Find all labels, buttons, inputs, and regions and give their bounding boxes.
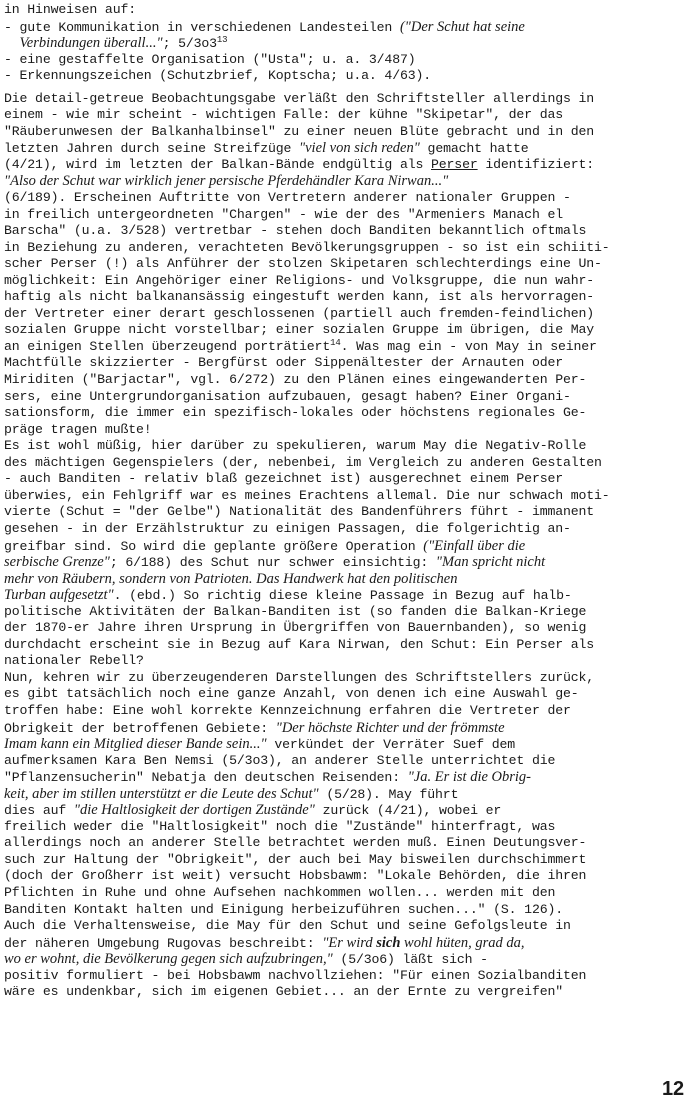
text-segment: Miriditen ("Barjactar", vgl. 6/272) zu den Plänen eines eingewanderten Per- [4, 372, 587, 388]
text-line [4, 488, 690, 505]
text-segment: letzten Jahren durch seine Streifzüge [4, 141, 300, 157]
text-line [4, 554, 690, 571]
text-line [4, 306, 690, 323]
quote-text: "Also der Schut war wirklich jener persische Pferdehändler Kara Nirwan..." [4, 173, 449, 190]
text-line [4, 355, 690, 372]
text-segment: (doch der Großherr ist weit) versucht Hobsbawm: "Lokale Behörden, die ihren [4, 868, 587, 884]
text-line [4, 587, 690, 604]
text-segment: des mächtigen Gegenspielers (der, nebenbei, im Vergleich zu anderen Gestalten [4, 454, 602, 470]
text-segment: (6/189). Erscheinen Auftritte von Vertretern anderer nationaler Gruppen - [4, 190, 571, 206]
text-line [4, 504, 690, 521]
quote-text: keit, aber im stillen unterstützt er die Leute des Schut" [4, 785, 319, 802]
quote-text: mehr von Räubern, sondern von Patrioten. Das Handwerk hat den politischen [4, 570, 458, 587]
quote-text: Verbindungen überall..." [19, 35, 163, 52]
text-segment: ; 5/3o3 [162, 36, 217, 52]
text-line [4, 753, 690, 770]
quote-text: "Man spricht nicht [435, 554, 546, 571]
text-line [4, 223, 690, 240]
text-line [4, 868, 690, 885]
text-segment: der näheren Umgebung Rugovas beschreibt: [4, 935, 323, 951]
text-segment: sers, eine Untergrundorganisation aufzubauen, gesagt haben? Einer Organi- [4, 388, 571, 404]
text-line [4, 835, 690, 852]
text-line [4, 140, 690, 157]
text-segment: der Vertreter einer derart geschlossenen (partiell auch fremden-feindlichen) [4, 305, 595, 321]
quote-text-bold: sich [376, 934, 401, 951]
text-segment: Obrigkeit der betroffenen Gebiete: [4, 720, 276, 736]
text-segment: nationaler Rebell? [4, 653, 144, 669]
text-line [4, 107, 690, 124]
text-segment: ; 6/188) des Schut nur schwer einsichtig: [109, 555, 436, 571]
text-segment: politische Aktivitäten der Balkan-Banditen ist (so fanden die Balkan-Kriege [4, 603, 587, 619]
text-line [4, 372, 690, 389]
text-line [4, 35, 690, 52]
text-segment: - auch Banditen - relativ blaß gezeichnet ist) ausgerechnet einem Perser [4, 471, 563, 487]
text-segment: vierte (Schut = "der Gelbe") Nationalität des Bandenführers führt - immanent [4, 504, 595, 520]
text-segment: in freilich untergeordneten "Chargen" - wie der des "Armeniers Manach el [4, 206, 563, 222]
text-line [4, 802, 690, 819]
quote-text: serbische Grenze" [4, 554, 110, 571]
text-segment: sationsform, die immer ein spezifisch-lokales oder höchstens regionales Ge- [4, 405, 587, 421]
text-segment: Es ist wohl müßig, hier darüber zu spekulieren, warum May die Negativ-Rolle [4, 438, 587, 454]
text-segment: troffen habe: Eine wohl korrekte Kennzeichnung erfahren die Vertreter der [4, 702, 571, 718]
text-line [4, 289, 690, 306]
text-segment: sozialen Gruppe nicht vorstellbar; einer sozialen Gruppe im übrigen, die May [4, 322, 595, 338]
text-segment: Nun, kehren wir zu überzeugenderen Darstellungen des Schriftstellers zurück, [4, 669, 595, 685]
quote-text: wo er wohnt, die Bevölkerung gegen sich aufzubringen," [4, 951, 333, 968]
text-line [4, 653, 690, 670]
text-line [4, 91, 690, 108]
text-line [4, 68, 690, 85]
text-segment: in Hinweisen auf: [4, 2, 136, 17]
quote-text: "Ja. Er ist die Obrig- [407, 769, 532, 786]
text-line [4, 273, 690, 290]
text-segment: es gibt tatsächlich noch eine ganze Anzahl, von denen ich eine Auswahl ge- [4, 686, 579, 702]
text-segment: "Räuberunwesen der Balkanhalbinsel" zu einer neuen Blüte gebracht und in den [4, 123, 595, 139]
text-line [4, 538, 690, 555]
text-line [4, 438, 690, 455]
quote-text: ("Einfall über die [423, 537, 526, 554]
text-line [4, 703, 690, 720]
text-line [4, 157, 690, 174]
text-line [4, 19, 690, 36]
text-segment: wäre es undenkbar, sich im eigenen Gebiet... an der Ernte zu vergreifen" [4, 984, 563, 1000]
text-line [4, 339, 690, 356]
text-line [4, 604, 690, 621]
text-segment: "Pflanzensucherin" Nebatja den deutschen Reisenden: [4, 770, 408, 786]
text-segment: allerdings noch an anderer Stelle betrachtet werden muß. Einen Deutungsver- [4, 835, 587, 851]
quote-text: "Der höchste Richter und der frömmste [275, 719, 505, 736]
footnote-marker: 13 [216, 35, 228, 46]
text-line [4, 124, 690, 141]
text-line [4, 471, 690, 488]
text-segment: dies auf [4, 803, 74, 819]
text-line [4, 405, 690, 422]
text-segment: such zur Haltung der "Obrigkeit", der auch bei May bisweilen durchschimmert [4, 851, 587, 867]
text-line [4, 819, 690, 836]
text-line [4, 207, 690, 224]
text-line [4, 968, 690, 985]
text-segment: Banditen Kontakt halten und Einigung herbeizuführen suchen..." (S. 126). [4, 901, 563, 917]
text-segment: freilich weder die "Haltlosigkeit" noch die "Zustände" hinterfragt, was [4, 818, 556, 834]
text-line [4, 736, 690, 753]
underlined-text: Perser [431, 156, 478, 172]
text-segment: haftig als nicht balkanansässig eingestuft werden kann, ist als hervorragen- [4, 289, 595, 305]
text-line [4, 173, 690, 190]
text-line [4, 389, 690, 406]
text-line [4, 240, 690, 257]
text-line [4, 190, 690, 207]
text-line [4, 637, 690, 654]
quote-text: "Er wird [322, 934, 377, 951]
text-segment: überwies, ein Fehlgriff war es meines Erachtens allemal. Die nur schwach moti- [4, 487, 610, 503]
body-text [4, 2, 690, 1001]
text-segment: . (ebd.) So richtig diese kleine Passage in Bezug auf halb- [113, 588, 572, 604]
text-segment: durchdacht erscheint sie in Bezug auf Kara Nirwan, den Schut: Ein Perser als [4, 636, 595, 652]
quote-text: "die Haltlosigkeit der dortigen Zustände" [73, 802, 315, 819]
text-line [4, 786, 690, 803]
text-segment: - eine gestaffelte Organisation ("Usta"; u. a. 3/487) [4, 51, 416, 67]
text-segment: Barscha" (u.a. 3/528) vertretbar - stehen doch Banditen bekanntlich oftmals [4, 223, 587, 239]
text-segment: zurück (4/21), wobei er [314, 803, 502, 819]
text-line [4, 885, 690, 902]
text-line [4, 951, 690, 968]
text-line [4, 670, 690, 687]
text-line [4, 2, 690, 19]
text-segment: identifiziert: [477, 156, 595, 172]
text-segment: aufmerksamen Kara Ben Nemsi (5/3o3), an anderer Stelle unterrichtet die [4, 752, 556, 768]
text-segment: an einigen Stellen überzeugend porträtiert [4, 338, 331, 354]
text-segment: verkündet der Verräter Suef dem [266, 737, 516, 753]
quote-text: wohl hüten, grad da, [400, 934, 525, 951]
text-line [4, 686, 690, 703]
text-line [4, 52, 690, 69]
text-line [4, 620, 690, 637]
text-line [4, 935, 690, 952]
text-segment [4, 36, 20, 51]
text-segment: der 1870-er Jahre ihren Ursprung in Übergriffen von Bauernbanden), so wenig [4, 620, 587, 636]
page-number: 12 [662, 1078, 684, 1101]
text-line [4, 521, 690, 538]
text-segment: . Was mag ein - von May in seiner [340, 338, 597, 354]
text-segment: scher Perser (!) als Anführer der stolzen Skipetaren schlechterdings eine Un- [4, 256, 602, 272]
text-segment: Pflichten in Ruhe und ohne Aufsehen nachkommen wollen... werden mit den [4, 884, 556, 900]
text-line [4, 322, 690, 339]
quote-text: "viel von sich reden" [299, 140, 420, 157]
text-segment: - Erkennungszeichen (Schutzbrief, Koptscha; u.a. 4/63). [4, 68, 432, 84]
text-segment: positiv formuliert - bei Hobsbawm nachvollziehen: "Für einen Sozialbanditen [4, 967, 587, 983]
text-line [4, 984, 690, 1001]
text-segment: - gute Kommunikation in verschiedenen Landesteilen [4, 19, 400, 35]
text-line [4, 720, 690, 737]
text-segment: einem - wie mir scheint - wichtigen Falle: der kühne "Skipetar", der das [4, 107, 563, 123]
text-segment: (4/21), wird im letzten der Balkan-Bände endgültig als [4, 156, 432, 172]
quote-text: Turban aufgesetzt" [4, 587, 114, 604]
text-segment: (5/28). May führt [318, 786, 459, 802]
text-segment: in Beziehung zu anderen, verachteten Bevölkerungsgruppen - so ist ein schiiti- [4, 239, 610, 255]
text-segment: Auch die Verhaltensweise, die May für den Schut und seine Gefolgsleute in [4, 918, 571, 934]
text-segment: gesehen - in der Erzählstruktur zu einigen Passagen, die folgerichtig an- [4, 520, 571, 536]
quote-text: Imam kann ein Mitglied dieser Bande sein..." [4, 736, 267, 753]
footnote-marker: 14 [330, 337, 341, 348]
text-line [4, 455, 690, 472]
text-line [4, 571, 690, 588]
text-segment: (5/3o6) läßt sich - [332, 952, 488, 968]
text-line [4, 918, 690, 935]
text-line [4, 256, 690, 273]
text-segment: möglichkeit: Ein Angehöriger einer Religions- und Volksgruppe, die nun wahr- [4, 272, 595, 288]
text-segment: Machtfülle skizzierter - Bergfürst oder Sippenältester der Arnauten oder [4, 355, 563, 371]
text-line [4, 902, 690, 919]
text-segment: Die detail-getreue Beobachtungsgabe verläßt den Schriftsteller allerdings in [4, 90, 595, 106]
text-line [4, 769, 690, 786]
text-line [4, 852, 690, 869]
text-segment: gemacht hatte [419, 141, 529, 157]
text-line [4, 422, 690, 439]
text-segment: greifbar sind. So wird die geplante größere Operation [4, 538, 424, 554]
text-segment: präge tragen mußte! [4, 421, 152, 437]
quote-text: ("Der Schut hat seine [399, 18, 525, 35]
